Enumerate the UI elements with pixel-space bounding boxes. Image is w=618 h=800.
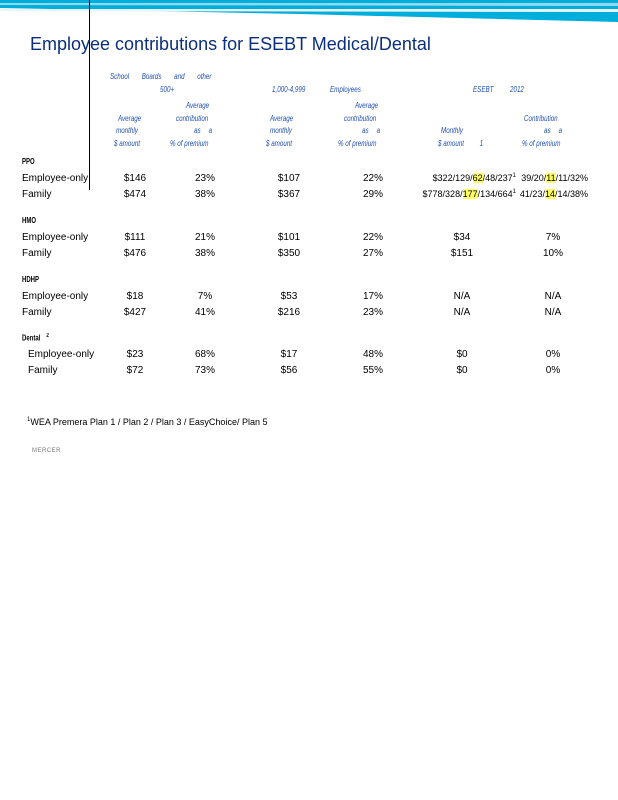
esebt-pct-cell: 0% (545, 365, 561, 376)
sb-amount-cell: $474 (123, 189, 147, 200)
sb-pct-cell: 41% (194, 307, 215, 318)
row-label: Employee-only (22, 232, 89, 243)
esebt-amount-cell: $0 (456, 349, 468, 360)
sb-pct-cell: 73% (194, 365, 215, 376)
col-header-sb-as-a: as a (194, 126, 213, 135)
esebt-pct-cell: N/A (544, 291, 562, 302)
row-label: Family (22, 307, 52, 318)
col-header-sb-contribution: contribution (176, 114, 209, 123)
emp-pct-cell: 48% (362, 349, 383, 360)
group-header-esebt: ESEBT (473, 85, 494, 94)
sb-amount-cell: $146 (123, 173, 147, 184)
section-label-ppo: PPO (22, 157, 35, 166)
vertical-divider-line (89, 0, 90, 190)
emp-pct-cell: 22% (362, 173, 383, 184)
col-header-sb-monthly: monthly (116, 126, 138, 135)
esebt-amount-cell: $\$778/328/177/134/664^1$ (422, 189, 516, 199)
row-label: Family (22, 189, 52, 200)
emp-amount-cell: $17 (280, 349, 298, 360)
emp-pct-cell: 27% (362, 248, 383, 259)
esebt-pct-cell: 41/23/14/14/38% (519, 189, 588, 199)
row-label: Family (28, 365, 58, 376)
esebt-pct-cell: N/A (544, 307, 562, 318)
sb-pct-cell: 38% (194, 189, 215, 200)
sb-amount-cell: $111 (124, 232, 146, 243)
emp-amount-cell: $56 (280, 365, 298, 376)
section-label-dental: Dental $^2$ (22, 333, 49, 343)
emp-pct-cell: 55% (362, 365, 383, 376)
emp-amount-cell: $216 (277, 307, 301, 318)
row-label: Employee-only (28, 349, 95, 360)
col-header-emp-avg: Average (355, 101, 379, 110)
esebt-pct-cell: 39/20/11/11/32% (521, 173, 588, 183)
sb-amount-cell: $427 (123, 307, 147, 318)
col-header-emp-amount: $ amount (266, 139, 293, 148)
footnote: $^1$WEA Premera Plan 1 / Plan 2 / Plan 3 / EasyChoice/ Plan 5 (27, 417, 268, 427)
sb-pct-cell: 21% (194, 232, 215, 243)
group-header-size: 1,000-4,999 (272, 85, 306, 94)
sb-amount-cell: $23 (126, 349, 144, 360)
sb-amount-cell: $72 (126, 365, 144, 376)
emp-amount-cell: $101 (277, 232, 301, 243)
top-decorative-band (0, 0, 618, 22)
group-header-500plus: 500+ (160, 85, 175, 94)
sb-pct-cell: 23% (194, 173, 215, 184)
row-label: Employee-only (22, 291, 89, 302)
col-header-emp-avg-monthly: Average (270, 114, 294, 123)
col-header-emp-as-a: as a (362, 126, 381, 135)
col-header-esebt-pct-premium: % of premium (522, 139, 561, 148)
col-header-sb-avg-monthly: Average (118, 114, 142, 123)
col-header-esebt-contribution: Contribution (524, 114, 558, 123)
sb-amount-cell: $18 (126, 291, 144, 302)
group-header-employees: Employees (330, 85, 361, 94)
esebt-amount-cell: N/A (453, 291, 471, 302)
col-header-sb-pct-premium: % of premium (170, 139, 209, 148)
emp-pct-cell: 17% (362, 291, 383, 302)
emp-pct-cell: 29% (362, 189, 383, 200)
col-header-emp-pct-premium: % of premium (338, 139, 377, 148)
esebt-amount-cell: $0 (456, 365, 468, 376)
sb-pct-cell: 68% (194, 349, 215, 360)
emp-amount-cell: $53 (280, 291, 298, 302)
page-title: Employee contributions for ESEBT Medical/Dental (30, 34, 431, 54)
row-label: Employee-only (22, 173, 89, 184)
col-header-sb-avg: Average (186, 101, 210, 110)
esebt-pct-cell: 10% (542, 248, 563, 259)
row-label: Family (22, 248, 52, 259)
sb-amount-cell: $476 (123, 248, 147, 259)
emp-pct-cell: 23% (362, 307, 383, 318)
emp-amount-cell: $350 (277, 248, 301, 259)
brand-mark: MERCER (32, 448, 62, 454)
col-header-esebt-monthly: Monthly (441, 126, 463, 135)
emp-amount-cell: $107 (277, 173, 301, 184)
sb-pct-cell: 38% (194, 248, 215, 259)
emp-amount-cell: $367 (277, 189, 301, 200)
col-header-esebt-amount: $ amount 1 (438, 139, 484, 148)
col-header-emp-contribution: contribution (344, 114, 377, 123)
esebt-pct-cell: 0% (545, 349, 561, 360)
esebt-amount-cell: N/A (453, 307, 471, 318)
col-header-esebt-as-a: as a (544, 126, 563, 135)
esebt-amount-cell: $34 (453, 232, 471, 243)
emp-pct-cell: 22% (362, 232, 383, 243)
sb-pct-cell: 7% (197, 291, 213, 302)
group-header-school-boards: School Boards and other (110, 72, 212, 81)
col-header-emp-monthly: monthly (270, 126, 292, 135)
section-label-hdhp: HDHP (22, 275, 40, 284)
section-label-hmo: HMO (22, 216, 37, 225)
group-header-year: 2012 (510, 85, 524, 94)
esebt-pct-cell: 7% (545, 232, 561, 243)
col-header-sb-amount: $ amount (114, 139, 141, 148)
esebt-amount-cell: $\$322/129/62/48/237^1$ (432, 173, 516, 183)
esebt-amount-cell: $151 (450, 248, 474, 259)
